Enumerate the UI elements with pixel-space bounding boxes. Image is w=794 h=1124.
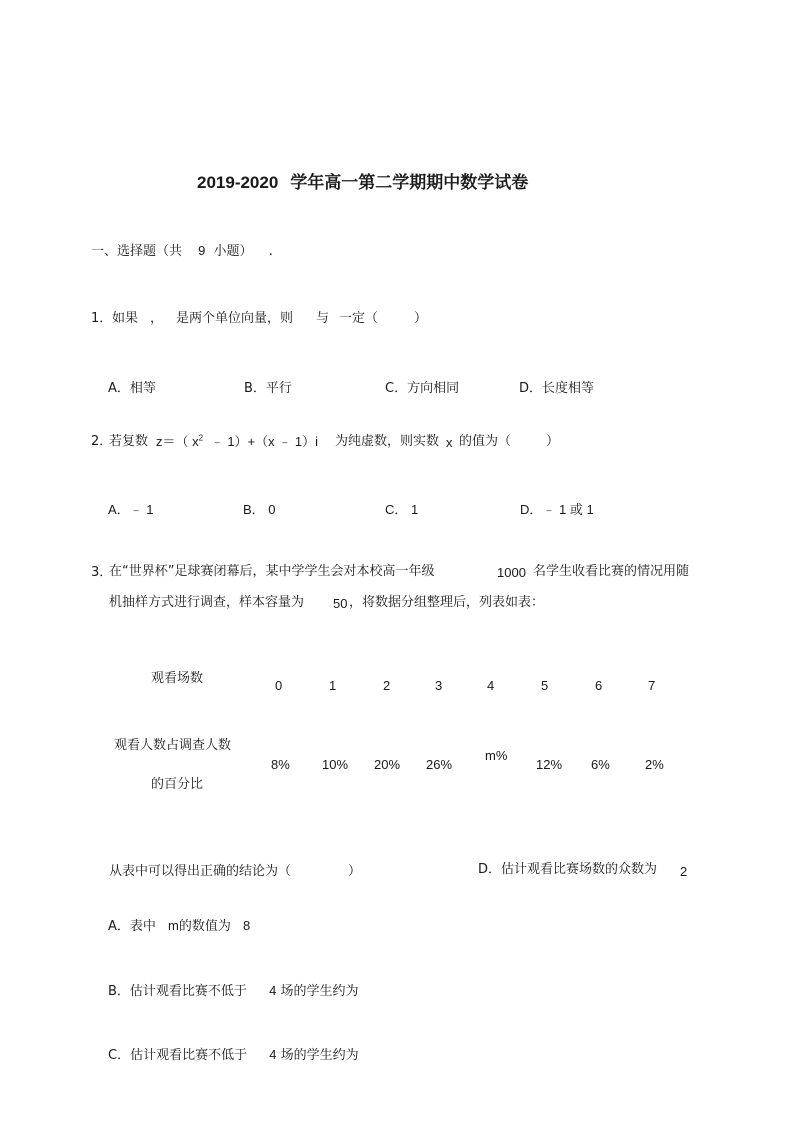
- section-count: 9: [198, 243, 206, 258]
- q3-option-a-text: A．表中: [108, 919, 156, 934]
- table-cell: 8%: [271, 757, 290, 772]
- q2-option-d: D．﹣ 1 或 1: [520, 502, 594, 517]
- q3-option-b: [108, 983, 358, 1000]
- table-cell: 10%: [322, 757, 349, 772]
- section-prefix: 一、选择题（共: [91, 244, 183, 259]
- q1-text-b: 是两个单位向量，则: [176, 311, 294, 326]
- table-cell: 2: [383, 678, 391, 693]
- q3-option-b-num: 4: [269, 983, 277, 998]
- q3-option-d-num: 2: [680, 864, 688, 879]
- table-cell: 0: [275, 678, 283, 693]
- q1-text-c: 与: [316, 311, 330, 326]
- q3-option-b-text: B．估计观看比赛不低于: [108, 984, 247, 999]
- section-suffix: 小题）: [213, 244, 253, 259]
- q3-prompt: 从表中可以得出正确的结论为（: [109, 864, 292, 879]
- page-title: [197, 172, 528, 194]
- table-row2-header-2: 的百分比: [151, 777, 204, 792]
- table-cell: 20%: [374, 757, 401, 772]
- q3-line1-a: 在“世界杯”足球赛闭幕后，某中学学生会对本校高一年级: [109, 564, 435, 579]
- q2-formula: [156, 434, 318, 450]
- q3-prompt-close: ）: [348, 864, 362, 879]
- table-cell: 6: [595, 678, 603, 693]
- q1-option-a: A．相等: [108, 381, 156, 396]
- title-text: 学年高一第二学期期中数学试卷: [290, 173, 529, 193]
- q1-text-d: 一定（: [339, 311, 379, 326]
- q2-var: x: [446, 435, 453, 450]
- q2-close: ）: [546, 434, 560, 449]
- q1-comma: ，: [150, 311, 164, 326]
- q3-option-c: [108, 1047, 359, 1064]
- q2-formula-b: ﹣ 1）+（x ﹣ 1）i: [210, 434, 318, 449]
- q2-option-a: A．﹣ 1: [108, 502, 154, 517]
- q3-line2-num: 50: [333, 596, 348, 611]
- q3-line1-b: 名学生收看比赛的情况用随: [533, 564, 690, 579]
- q2-option-c: C． 1: [385, 502, 419, 517]
- table-cell: 4: [487, 678, 495, 693]
- table-cell: 7: [648, 678, 656, 693]
- q2-number: 2．: [91, 434, 113, 449]
- table-row1-header: 观看场数: [151, 671, 204, 686]
- q2-text-c: 的值为（: [459, 434, 512, 449]
- table-row2-header-1: 观看人数占调查人数: [114, 738, 232, 753]
- q3-line1-num: 1000: [497, 565, 526, 580]
- q3-line2-a: 机抽样方式进行调查，样本容量为: [109, 595, 305, 610]
- q3-number: 3．: [91, 565, 113, 580]
- q3-option-c-text: C．估计观看比赛不低于: [108, 1048, 248, 1063]
- table-cell: 1: [329, 678, 337, 693]
- q1-option-b: B．平行: [244, 381, 292, 396]
- q3-option-a-var: m的数值为: [168, 918, 231, 933]
- table-cell: 3: [435, 678, 443, 693]
- table-cell: 26%: [426, 757, 453, 772]
- section-dot: .: [268, 244, 273, 259]
- q1-number: 1．: [91, 311, 113, 326]
- q3-option-d: D．估计观看比赛场数的众数为: [478, 862, 658, 877]
- q1-option-d: D．长度相等: [519, 381, 595, 396]
- table-cell: 5: [541, 678, 549, 693]
- q2-text-a: 若复数: [109, 434, 149, 449]
- q2-text-b: 为纯虚数，则实数: [335, 434, 440, 449]
- table-cell: 2%: [645, 757, 664, 772]
- section-header: [91, 243, 273, 260]
- q1-option-c: C．方向相同: [385, 381, 460, 396]
- q1-text-a: 如果: [112, 311, 139, 326]
- title-year: 2019-2020: [197, 173, 279, 192]
- q2-formula-a: z＝（ x: [156, 434, 199, 449]
- q2-option-b: B． 0: [243, 502, 276, 517]
- q3-option-a: [108, 918, 250, 935]
- table-cell: 6%: [591, 757, 610, 772]
- q3-option-c-suffix: 场的学生约为: [280, 1048, 359, 1063]
- q2-formula-exponent: 2: [198, 433, 204, 443]
- table-cell: 12%: [536, 757, 563, 772]
- q3-option-b-suffix: 场的学生约为: [280, 984, 359, 999]
- q1-close: ）: [414, 311, 428, 326]
- q3-option-c-num: 4: [269, 1047, 277, 1062]
- q3-line2-b: ，将数据分组整理后，列表如表：: [349, 595, 545, 610]
- table-cell: m%: [485, 748, 508, 763]
- q3-option-a-num: 8: [243, 918, 251, 933]
